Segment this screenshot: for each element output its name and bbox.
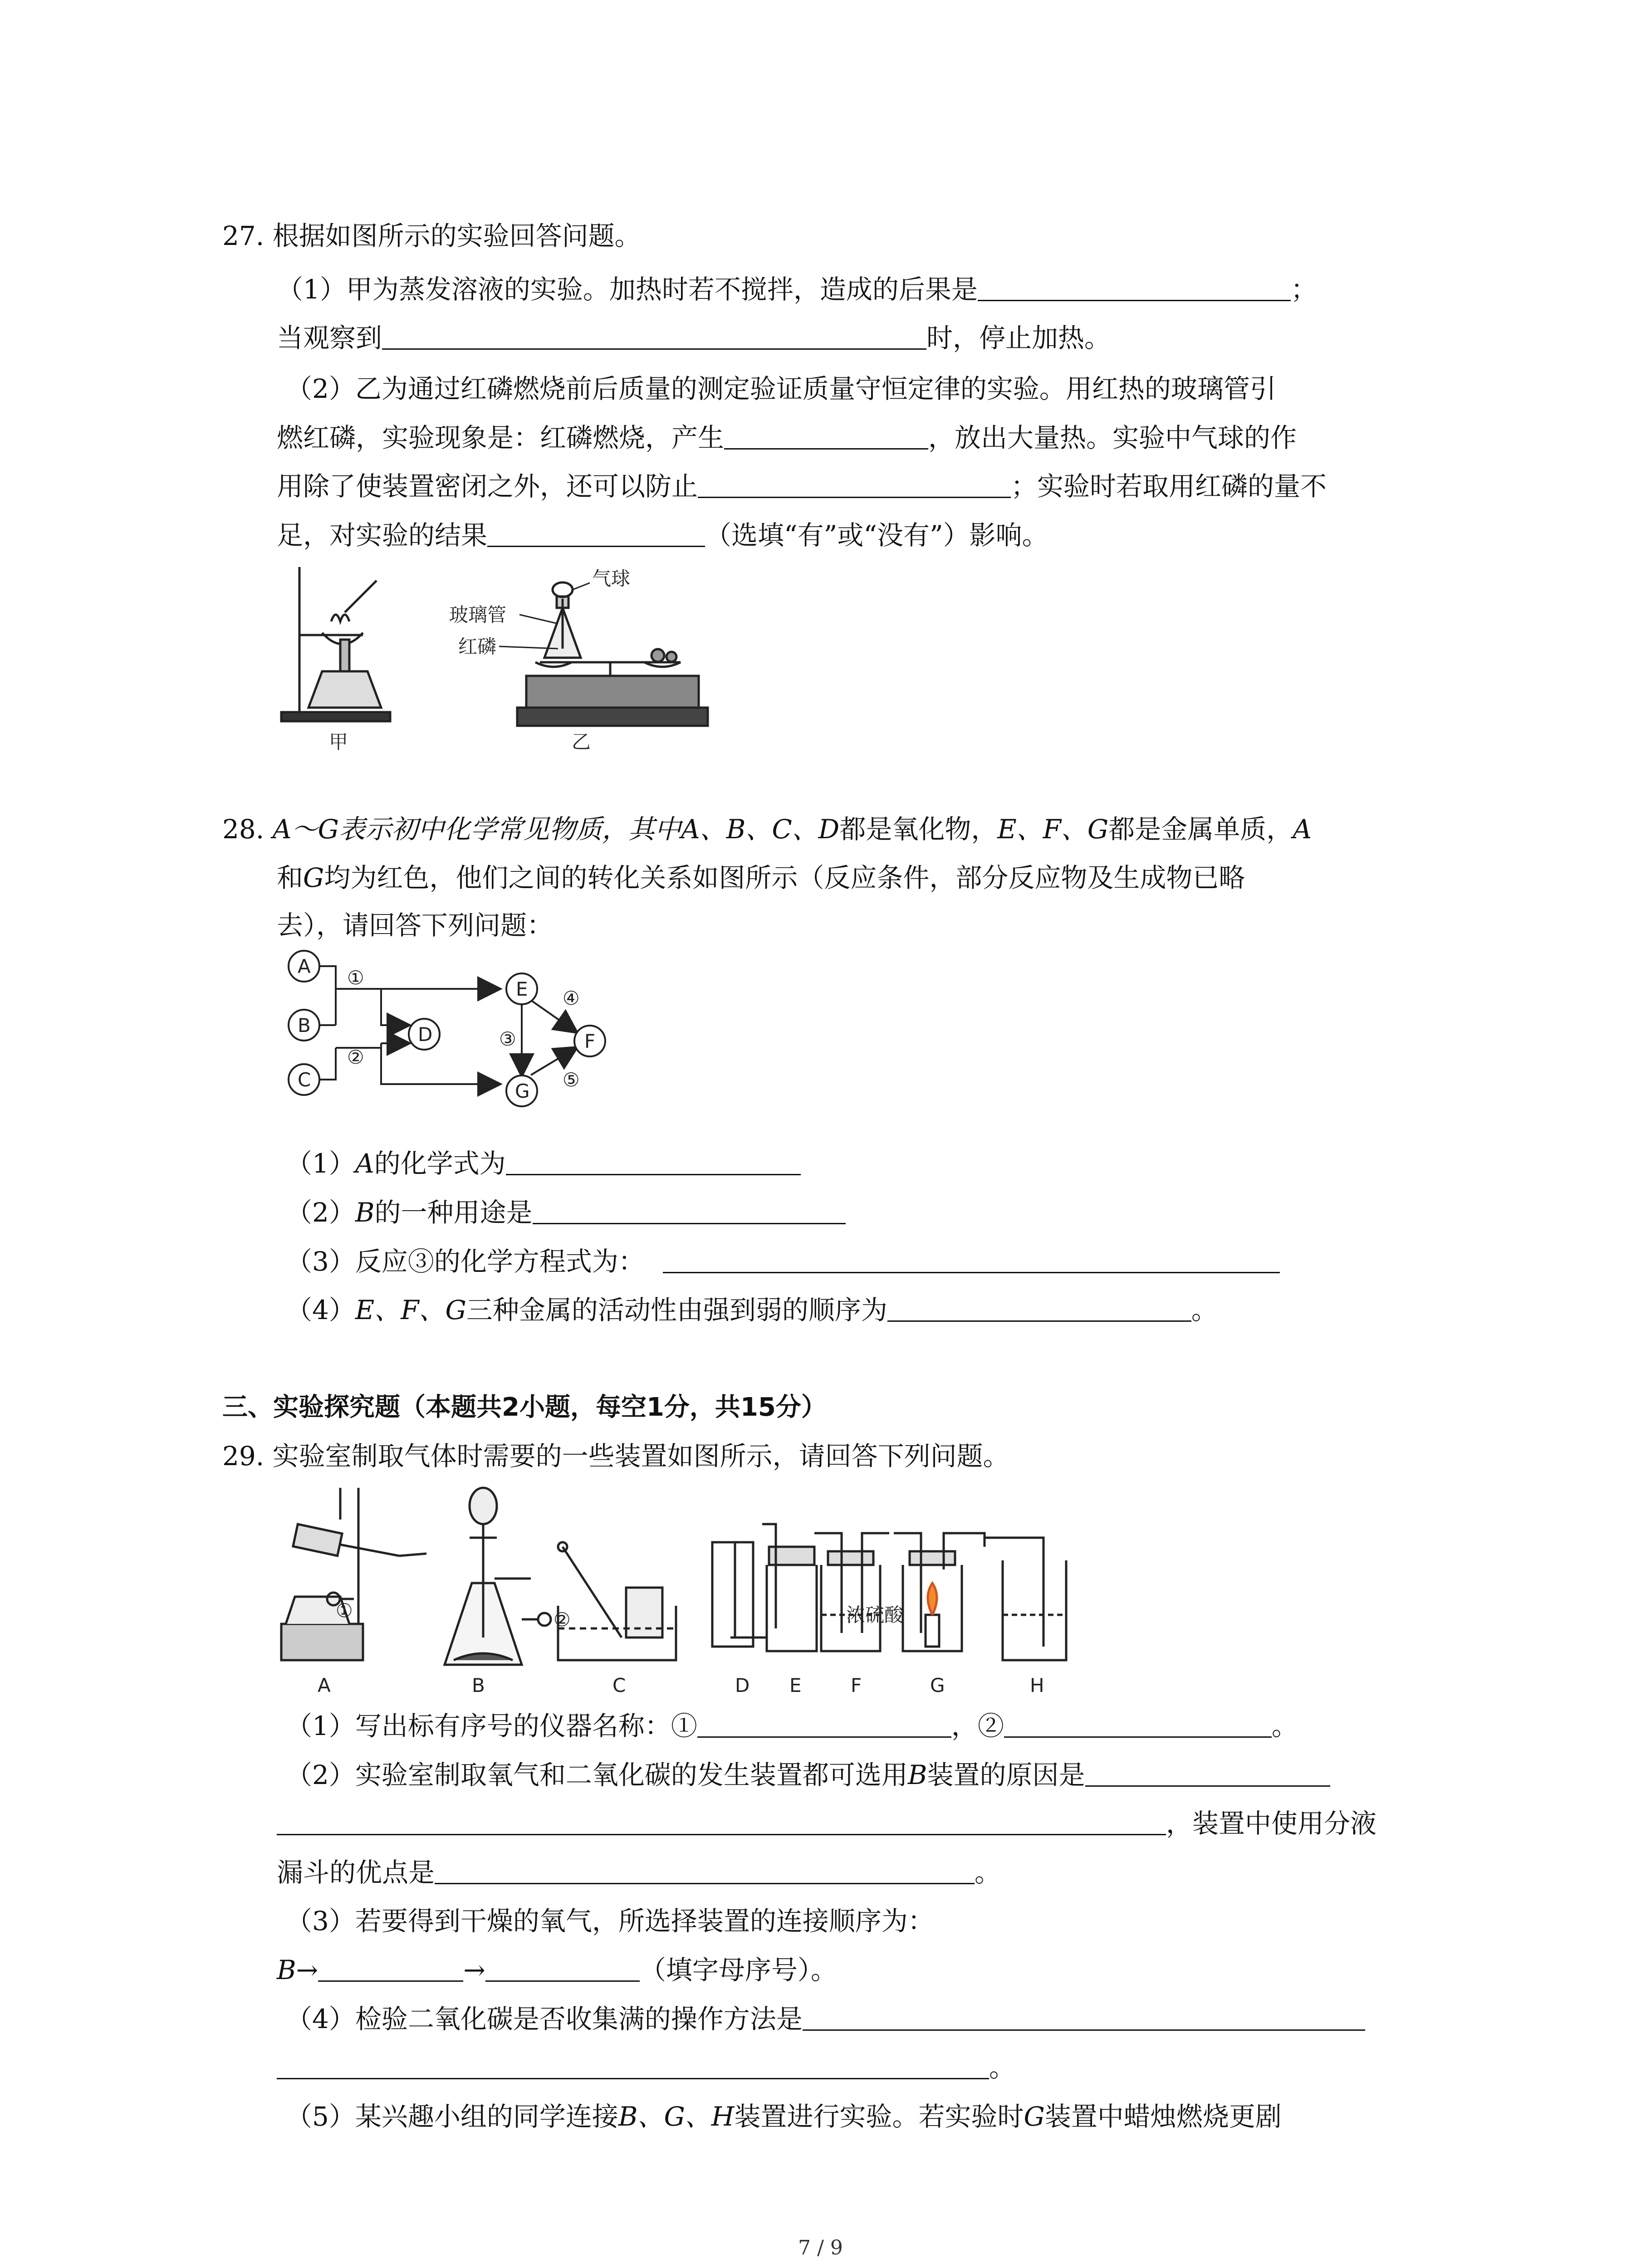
q28-s1-b: A (355, 1148, 374, 1179)
q29-s5-b: B、G、H (618, 2101, 735, 2132)
q28-line3: 去），请回答下列问题： (277, 910, 554, 941)
apparatus-f-label: F (851, 1674, 862, 1696)
q29-sub2-line2 (277, 1803, 1376, 1844)
node-e-label: E (516, 978, 528, 1000)
q28-l1-c: A、B、C、D (681, 814, 840, 845)
q27-part2-text-e: ；实验时若取用红磷的量不 (1011, 471, 1327, 502)
q29-s1-c: 。 (1271, 1711, 1298, 1741)
q29-sub5-line1 (286, 2096, 1282, 2137)
q27-part1-line1 (277, 269, 1317, 310)
q29-stem: 29. 实验室制取气体时需要的一些装置如图所示，请回答下列问题。 (222, 1441, 1009, 1471)
q27-part2-text-g: （选填“有”或“没有”）影响。 (705, 520, 1048, 551)
node-a-label: A (298, 955, 311, 978)
q29-blank-7b[interactable] (277, 2051, 989, 2079)
q27-blank-2[interactable] (382, 321, 926, 350)
node-g-label: G (515, 1080, 530, 1102)
q28-blank-2[interactable] (533, 1196, 846, 1224)
q28-s4-d: 。 (1191, 1295, 1218, 1325)
node-c-label: C (298, 1069, 311, 1091)
node-b (289, 1010, 319, 1041)
apparatus-d (712, 1542, 767, 1647)
q29-s4-a: （4）检验二氧化碳是否收集满的操作方法是 (286, 2004, 803, 2034)
q28-s4-a: （4） (286, 1295, 355, 1325)
q27-figure (272, 558, 726, 762)
q29-s5-a: （5）某兴趣小组的同学连接 (286, 2101, 618, 2132)
q28-s3: （3）反应③的化学方程式为： (286, 1246, 645, 1277)
q27-part2-line1: （2）乙为通过红磷燃烧前后质量的测定验证质量守恒定律的实验。用红热的玻璃管引 (286, 373, 1276, 404)
q29-sub2-line1 (286, 1755, 1330, 1795)
q27-part2-text-c: ，放出大量热。实验中气球的作 (928, 422, 1297, 453)
step-2-label: ② (347, 1046, 364, 1068)
q27-blank-4[interactable] (698, 469, 1011, 498)
node-f (574, 1026, 605, 1056)
apparatus-b-num-label: ② (554, 1608, 571, 1631)
q29-s2-d: ，装置中使用分液 (1166, 1808, 1377, 1839)
fig-label-red-p: 红磷 (458, 635, 497, 658)
apparatus-e (762, 1524, 817, 1651)
q28-l2-b: G (303, 862, 324, 893)
apparatus-g-label: G (930, 1674, 945, 1696)
q29-sub4-line1 (286, 1999, 1365, 2039)
page-number: 7 / 9 (798, 2236, 843, 2259)
apparatus-e-label: E (789, 1674, 802, 1696)
apparatus-g (894, 1533, 985, 1651)
q28-sub1 (286, 1143, 801, 1184)
apparatus-a (281, 1488, 426, 1660)
q29-s2-c: 装置的原因是 (927, 1760, 1085, 1790)
fig-label-glass-tube: 玻璃管 (449, 604, 507, 626)
node-d (409, 1019, 440, 1050)
q29-s5-e: 装置中蜡烛燃烧更剧 (1044, 2101, 1282, 2132)
q27-part1-line2 (277, 318, 1111, 358)
q29-blank-3b[interactable] (277, 1807, 1166, 1835)
q29-blank-3[interactable] (1085, 1758, 1330, 1787)
q28-l1-e: E、F、G (997, 814, 1109, 845)
step-4-label: ④ (563, 987, 580, 1009)
q29-s3-b: B→ (277, 1955, 318, 1985)
node-g (506, 1075, 537, 1106)
q29-blank-6[interactable] (485, 1953, 640, 1982)
node-c (289, 1064, 319, 1095)
q29-blank-2[interactable] (1004, 1709, 1272, 1738)
q29-blank-5[interactable] (318, 1953, 463, 1982)
q27-part2-text-d: 用除了使装置密闭之外，还可以防止 (277, 471, 698, 502)
q29-sub2-line3 (277, 1852, 1001, 1893)
step-3-label: ③ (499, 1028, 516, 1050)
q28-sub3 (286, 1241, 1280, 1282)
q28-s1-a: （1） (286, 1148, 355, 1179)
apparatus-b-label: B (472, 1674, 485, 1696)
section-3-title: 三、实验探究题（本题共2小题，每空1分，共15分） (222, 1393, 827, 1422)
step-1-label: ① (347, 967, 364, 989)
balloon-pointer (573, 583, 590, 590)
fig-label-balloon: 气球 (592, 567, 631, 590)
apparatus-f (814, 1533, 889, 1651)
apparatus-f-acid-label: 浓硫酸 (846, 1604, 904, 1626)
q28-number: 28. (222, 814, 273, 845)
q28-blank-1[interactable] (506, 1147, 801, 1175)
q29-sub3-line2 (277, 1950, 837, 1990)
node-d-label: D (418, 1023, 433, 1046)
apparatus-c-label: C (612, 1674, 626, 1696)
apparatus-h-label: H (1030, 1674, 1044, 1696)
q27-part1-stop: 时，停止加热。 (926, 323, 1111, 353)
q27-blank-3[interactable] (724, 421, 928, 450)
q29-s3-c: → (463, 1955, 485, 1985)
step-5-label: ⑤ (563, 1069, 580, 1091)
q28-l1-f: 都是金属单质， (1108, 814, 1293, 845)
q28-line1 (222, 809, 1312, 850)
q27-part1-sep: ； (1290, 274, 1317, 305)
q28-s2-a: （2） (286, 1197, 355, 1228)
q28-l1-g: A (1293, 814, 1312, 845)
apparatus-a-label: A (318, 1674, 331, 1696)
node-e (506, 973, 537, 1004)
q28-s2-b: B (355, 1197, 375, 1228)
q28-blank-4[interactable] (887, 1293, 1191, 1322)
q29-s3-d: （填字母序号）。 (639, 1955, 837, 1985)
q27-stem: 27. 根据如图所示的实验回答问题。 (222, 220, 641, 251)
apparatus-a-num-label: ① (336, 1599, 353, 1622)
glass-tube-pointer (519, 615, 558, 624)
evaporation-apparatus (281, 567, 390, 721)
q28-l2-a: 和 (277, 862, 304, 893)
q28-blank-3[interactable] (663, 1245, 1280, 1273)
apparatus-h (985, 1538, 1066, 1660)
q27-part2-text-f: 足，对实验的结果 (277, 520, 488, 551)
q27-part2-line2 (277, 417, 1297, 458)
fig-label-jia: 甲 (329, 731, 348, 753)
q29-s1-b: ，② (951, 1711, 1004, 1741)
q27-part1-observe: 当观察到 (277, 323, 382, 353)
q28-line2 (277, 857, 1245, 898)
q27-blank-5[interactable] (487, 518, 705, 547)
node-f-label: F (584, 1030, 596, 1052)
apparatus-d-label: D (735, 1674, 750, 1696)
q29-blank-7[interactable] (803, 2002, 1365, 2031)
q27-part2-text-b: 燃红磷，实验现象是：红磷燃烧，产生 (277, 422, 725, 453)
q29-apparatus-figure (277, 1479, 1207, 1701)
q29-s1-a: （1）写出标有序号的仪器名称：① (286, 1711, 697, 1741)
node-b-label: B (298, 1014, 311, 1036)
q29-sub3-line1: （3）若要得到干燥的氧气，所选择装置的连接顺序为： (286, 1906, 934, 1936)
apparatus-c (558, 1542, 676, 1660)
q27-blank-1[interactable] (978, 273, 1291, 301)
q28-s1-c: 的化学式为 (374, 1148, 506, 1179)
q29-s2-a: （2）实验室制取氧气和二氧化碳的发生装置都可选用 (286, 1760, 908, 1790)
q28-sub2 (286, 1192, 846, 1233)
balance-apparatus (517, 582, 708, 726)
q28-s4-c: 三种金属的活动性由强到弱的顺序为 (466, 1295, 887, 1325)
q27-part2-line4 (277, 515, 1048, 556)
q29-sub4-line2 (277, 2047, 1015, 2088)
q29-blank-4[interactable] (435, 1856, 975, 1884)
q29-s2-f: 。 (975, 1857, 1001, 1888)
q28-s4-b: E、F、G (355, 1295, 466, 1325)
q29-blank-1[interactable] (697, 1709, 951, 1738)
fig-label-yi: 乙 (572, 731, 591, 753)
q27-part2-line3 (277, 466, 1327, 507)
q29-s2-b: B (907, 1760, 927, 1790)
q28-l2-c: 均为红色，他们之间的转化关系如图所示（反应条件，部分反应物及生成物已略 (324, 862, 1245, 893)
q28-s2-c: 的一种用途是 (374, 1197, 533, 1228)
q27-part1-text: （1）甲为蒸发溶液的实验。加热时若不搅拌，造成的后果是 (277, 274, 978, 305)
q29-sub1 (286, 1706, 1298, 1746)
apparatus-b (445, 1488, 551, 1665)
node-a (289, 951, 319, 982)
q29-s2-e: 漏斗的优点是 (277, 1857, 435, 1888)
q28-sub4 (286, 1290, 1218, 1330)
q29-s4-b: 。 (989, 2052, 1016, 2083)
q28-l1-d: 都是氧化物， (839, 814, 998, 845)
q29-s5-c: 装置进行实验。若实验时 (734, 2101, 1024, 2132)
q28-diagram (277, 943, 640, 1134)
q29-s5-d: G (1024, 2101, 1045, 2132)
q28-l1-b: A～G表示初中化学常见物质，其中 (272, 814, 681, 845)
